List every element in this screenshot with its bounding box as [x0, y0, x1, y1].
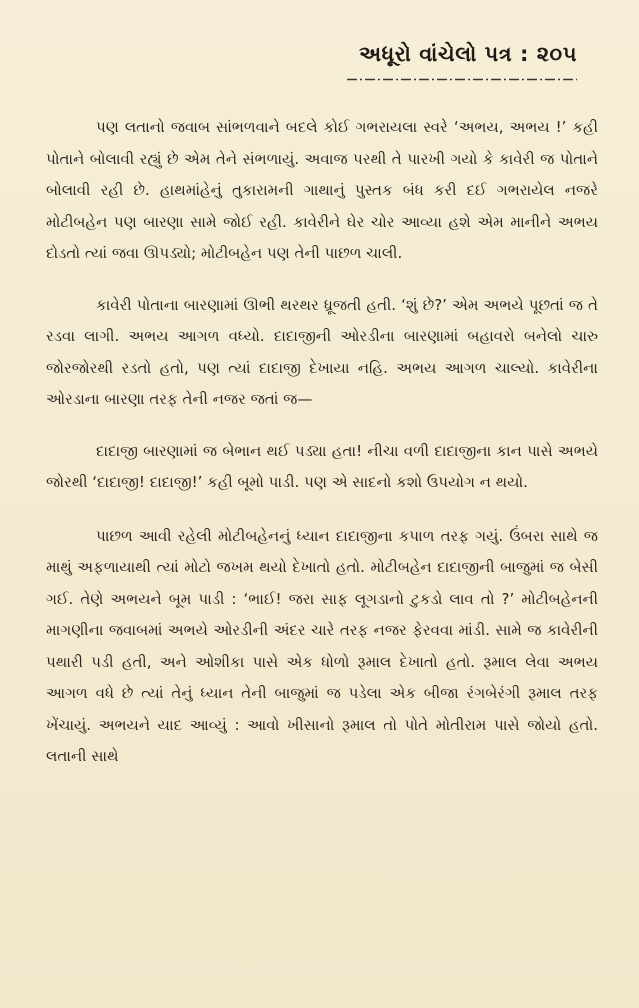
paragraph-2: કાવેરી પોતાના બારણામાં ઊભી થરથર ધ્રૂજતી હતી. ‘શું છે?’ એમ અભયે પૂછતાં જ તે રડવા લાગી. અભય આગળ વધ્યો. દાદાજીની ઓરડીના બારણામાં બહાવરો બનેલો ચારુ જોરજોરથી રડતો હતો, પણ ત્યાં દાદાજી દેખાયા નહિ. અભય આગળ ચાલ્યો. કાવેરીના ઓરડાના બારણા તરફ તેની નજર જતાં જ— [46, 295, 598, 408]
paragraph-4: પાછળ આવી રહેલી મોટીબહેનનું ધ્યાન દાદાજીના કપાળ તરફ ગયું. ઉંબરા સાથે જ માથું અફળાયાથી ત્યાં મોટો જખમ થયો દેખાતો હતો. મોટીબહેન દાદાજીની બાજુમાં જ બેસી ગઈ. તેણે અભયને બૂમ પાડી : ‘ભાઈ! જરા સાફ લૂગડાનો ટુકડો લાવ તો ?’ મોટીબહેનની માગણીના જવાબમાં અભયે ઓરડીની અંદર ચારે તરફ નજર ફેરવવા માંડી. સામે જ કાવેરીની પથારી પડી હતી, અને ઓશીકા પાસે એક ધોળો રૂમાલ દેખાતો હતો. રૂમાલ લેવા અભય આગળ વધે છે ત્યાં તેનું ધ્યાન તેની બાજુમાં જ પડેલા એક બીજા રંગબેરંગી રૂમાલ તરફ ખેંચાયું. અભયને યાદ આવ્યું : આવો ખીસાનો રૂમાલ તો પોતે મોતીરામ પાસે જોયો હતો. લતાની સાથે [46, 526, 598, 765]
paragraph-1: પણ લતાનો જવાબ સાંભળવાને બદલે કોઈ ગભરાયલા સ્વરે ‘અભય, અભય !’ કહી પોતાને બોલાવી રહ્યું છે એમ તેને સંભળાયું. અવાજ પરથી તે પારખી ગયો કે કાવેરી જ પોતાને બોલાવી રહી છે. હાથમાંહેનું તુકારામની ગાથાનું પુસ્તક બંધ કરી દઈ ગભરાયેલ નજરે મોટીબહેન પણ બારણા સામે જોઈ રહી. કાવેરીને ઘેર ચોર આવ્યા હશે એમ માનીને અભય દોડતો ત્યાં જવા ઊપડ્યો; મોટીબહેન પણ તેની પાછળ ચાલી. [46, 118, 598, 262]
paragraph-3: દાદાજી બારણામાં જ બેભાન થઈ પડ્યા હતા! નીચા વળી દાદાજીના કાન પાસે અભયે જોરથી ‘દાદાજી! દાદાજી!’ કહી બૂમો પાડી. પણ એ સાદનો કશો ઉપયોગ ન થયો. [46, 441, 598, 491]
running-title: અધૂરો વાંચેલો પત્ર : ૨૦૫ [359, 42, 577, 66]
header-underline [347, 78, 577, 81]
body-text [46, 112, 598, 793]
